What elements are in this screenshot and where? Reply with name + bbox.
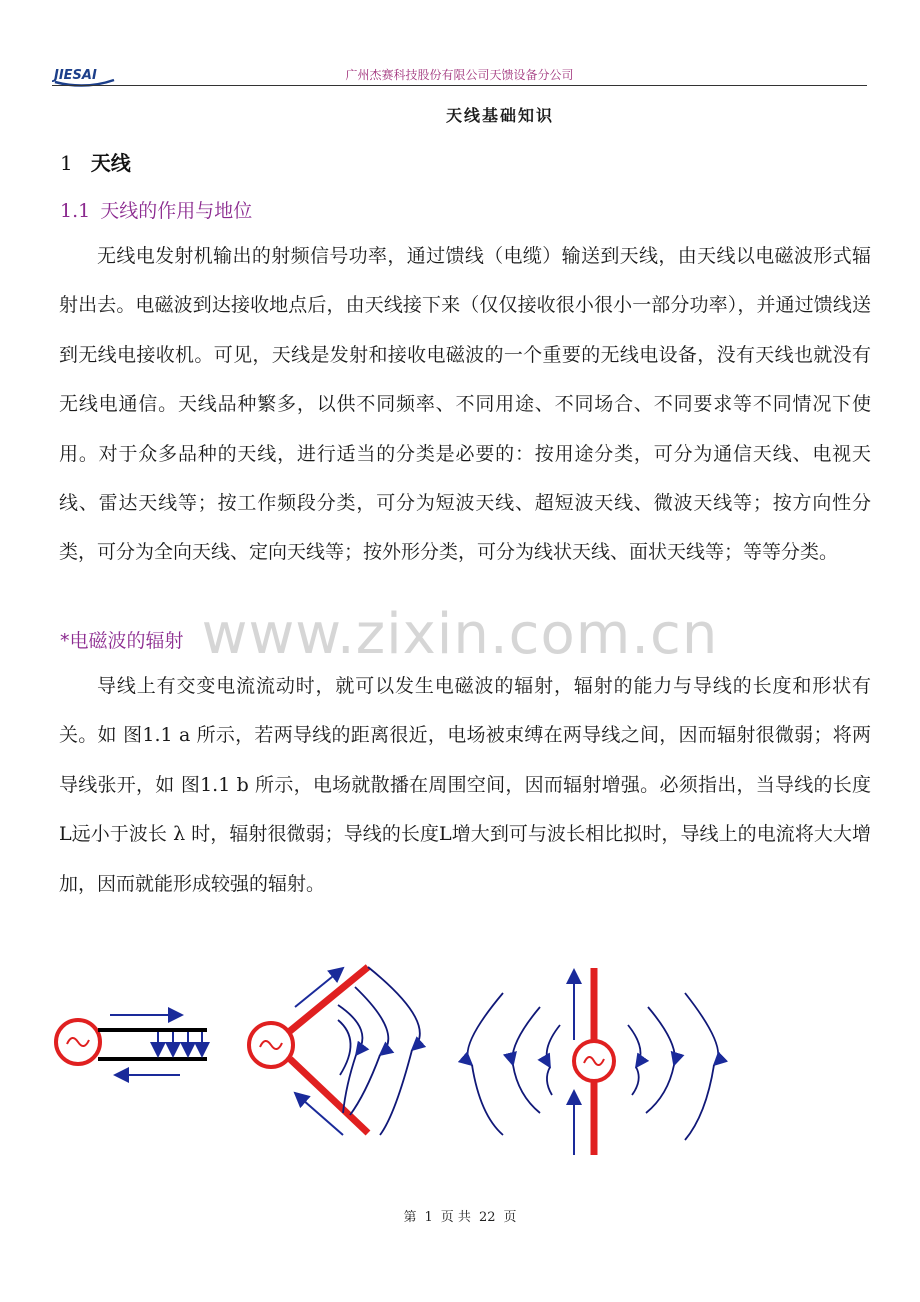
header-divider <box>52 85 867 86</box>
logo-text: JIESAI <box>54 68 97 83</box>
figure-a-parallel-lines <box>56 1015 207 1075</box>
body-paragraph-2: 导线上有交变电流流动时，就可以发生电磁波的辐射，辐射的能力与导线的长度和形状有关。如 图1.1 a 所示，若两导线的距离很近，电场被束缚在两导线之间，因而辐射很微弱；将两导线张开，如 图1.1 b 所示，电场就散播在周围空间，因而辐射增强。必须指出，当导线的长度L远小于波长 λ 时，辐射很微弱；导线的长度L增大到可与波长相比拟时，导线上的电流将大大增加，因而就能形成较强的辐射。 <box>59 675 871 895</box>
subheading-radiation: *电磁波的辐射 <box>60 630 184 652</box>
section-title: 天线 <box>90 151 131 175</box>
footer-suffix: 页 <box>503 1210 517 1225</box>
document-title: 天线基础知识 <box>445 106 554 125</box>
section-heading-1-1 <box>60 196 252 223</box>
sine-wave-icon <box>67 1038 89 1046</box>
footer-total-pages: 22 <box>478 1210 496 1225</box>
radiation-figure <box>40 955 740 1165</box>
figure-c-dipole <box>468 968 719 1155</box>
section-heading-1 <box>60 147 131 176</box>
page-header <box>52 60 867 90</box>
subsection-number: 1.1 <box>60 200 91 222</box>
footer-middle: 页 共 <box>440 1210 471 1225</box>
body-paragraph-1: 无线电发射机输出的射频信号功率，通过馈线（电缆）输送到天线，由天线以电磁波形式辐射出去。电磁波到达接收地点后，由天线接下来（仅仅接收很小很小一部分功率），并通过馈线送到无线电接收机。可见，天线是发射和接收电磁波的一个重要的无线电设备，没有天线也就没有无线电通信。天线品种繁多，以供不同频率、不同用途、不同场合、不同要求等不同情况下使用。对于众多品种的天线，进行适当的分类是必要的：按用途分类，可分为通信天线、电视天线、雷达天线等；按工作频段分类，可分为短波天线、超短波天线、微波天线等；按方向性分类，可分为全向天线、定向天线等；按外形分类，可分为线状天线、面状天线等；等等分类。 <box>59 245 871 564</box>
footer-prefix: 第 <box>403 1210 417 1225</box>
page-footer <box>0 1206 920 1225</box>
figure-b-opened-wires <box>249 967 420 1135</box>
company-name: 广州杰赛科技股份有限公司天馈设备分公司 <box>345 68 574 82</box>
section-number: 1 <box>60 151 73 175</box>
subsection-title: 天线的作用与地位 <box>100 200 253 222</box>
footer-page-number: 1 <box>424 1210 433 1225</box>
watermark: www.zixin.com.cn <box>201 602 719 667</box>
sine-wave-icon <box>260 1041 282 1049</box>
